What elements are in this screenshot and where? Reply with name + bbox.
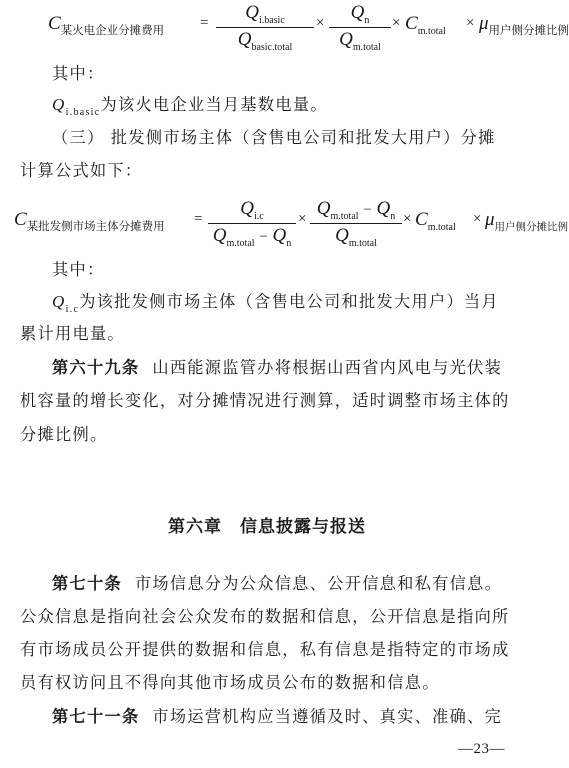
article-69-line1: 第六十九条 山西能源监管办将根据山西省内风电与光伏装	[52, 358, 503, 377]
formula2-c-total: $C_{m.total}$	[415, 209, 456, 233]
article-70-line3: 有市场成员公开提供的数据和信息，私有信息是指特定的市场成	[20, 640, 510, 659]
formula1-mu: $\mu_{用户侧分摊比例}$	[479, 13, 569, 37]
article-69-line3: 分摊比例。	[20, 425, 108, 444]
definition-q-ic-line1: $Q_{i.c}$为该批发侧市场主体（含售电公司和批发大用户）当月	[52, 292, 499, 315]
where-label-1: 其中：	[52, 64, 105, 83]
article-70-label: 第七十条	[52, 574, 122, 593]
section-3-line2: 计算公式如下：	[20, 161, 143, 180]
formula1-frac1: $Q_{i.basic}$ $Q_{basic.total}$	[216, 2, 314, 53]
article-70-line2: 公众信息是指向社会公众发布的数据和信息，公开信息是指向所	[20, 607, 510, 626]
formula1-equals: =	[200, 15, 209, 31]
formula2-times3: ×	[473, 211, 482, 227]
formula1-times2: ×	[392, 15, 401, 31]
section-3-line1: （三） 批发侧市场主体（含售电公司和批发大用户）分摊	[52, 128, 496, 147]
article-70-line4: 员有权访问且不得向其他市场成员公布的数据和信息。	[20, 673, 440, 692]
formula2-lhs: $C_{某批发侧市场主体分摊费用}$	[14, 209, 165, 233]
chapter-6-heading: 第六章 信息披露与报送	[168, 517, 366, 537]
formula2-frac2: $Q_{m.total} - Q_n$ $Q_{m.total}$	[310, 198, 402, 249]
definition-q-basic: $Q_{i.basic}$为该火电企业当月基数电量。	[52, 95, 328, 118]
formula1-frac2: $Q_n$ $Q_{m.total}$	[329, 2, 391, 53]
article-71-label: 第七十一条	[52, 707, 140, 726]
formula1-times1: ×	[316, 15, 325, 31]
where-label-2: 其中：	[52, 260, 105, 279]
article-70-line1: 第七十条 市场信息分为公众信息、公开信息和私有信息。	[52, 574, 503, 593]
formula2-equals: =	[194, 211, 203, 227]
formula-wholesale-share	[14, 196, 569, 252]
formula-fire-power-share	[48, 0, 569, 56]
formula2-frac1: $Q_{i.c}$ $Q_{m.total} - Q_n$	[208, 198, 296, 249]
formula2-mu: $\mu_{用户侧分摊比例}$	[485, 209, 569, 233]
formula1-times3: ×	[466, 15, 475, 31]
article-71-line1: 第七十一条 市场运营机构应当遵循及时、真实、准确、完	[52, 707, 503, 726]
formula2-times2: ×	[403, 211, 412, 227]
formula1-lhs: $C_{某火电企业分摊费用}$	[48, 13, 165, 37]
page-number: —23—	[458, 741, 505, 757]
definition-q-ic-line2: 累计用电量。	[20, 324, 125, 343]
article-69-line2: 机容量的增长变化，对分摊情况进行测算，适时调整市场主体的	[20, 391, 510, 410]
formula2-times1: ×	[298, 211, 307, 227]
formula1-c-total: $C_{m.total}$	[405, 13, 446, 37]
article-69-label: 第六十九条	[52, 358, 140, 377]
